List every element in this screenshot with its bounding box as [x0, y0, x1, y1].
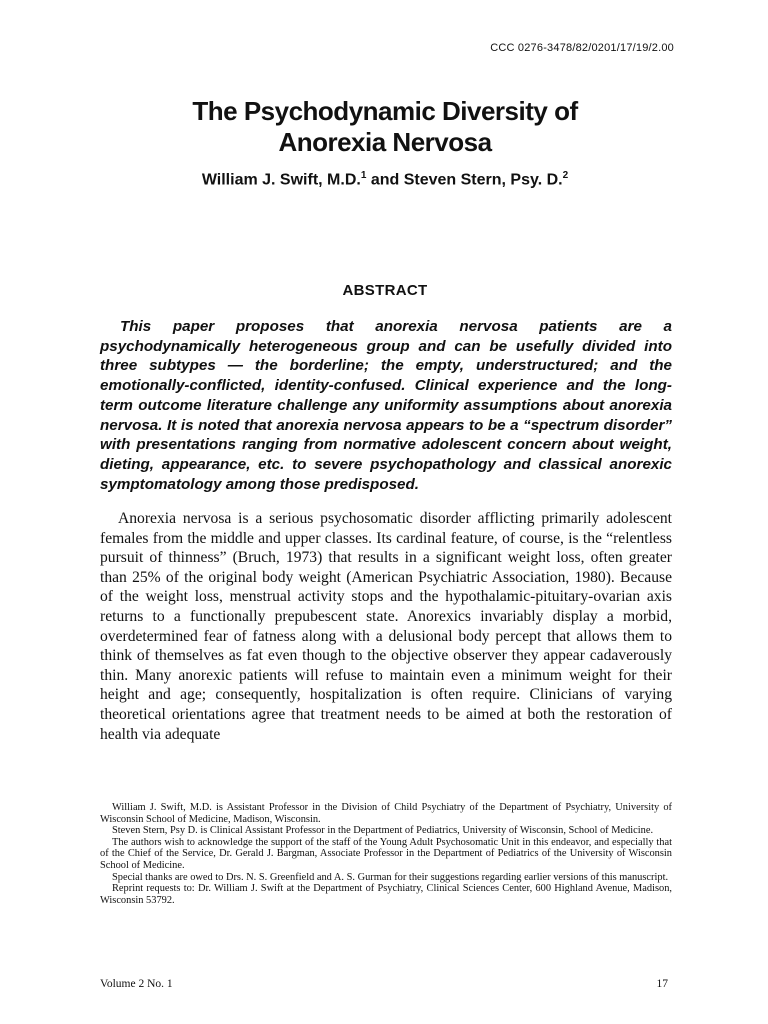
footnotes — [100, 802, 672, 906]
author-line — [100, 170, 670, 189]
author-conjunction: and — [366, 171, 404, 189]
author-2-footnote-mark: 2 — [562, 170, 569, 181]
title-line-2: Anorexia Nervosa — [278, 127, 492, 157]
volume-info: Volume 2 No. 1 — [100, 978, 173, 990]
footnote-reprint-requests: Reprint requests to: Dr. William J. Swift at the Department of Psychiatry, Clinical Sciences Center, 600 Highland Avenue, Madison, Wisconsin 53792. — [100, 883, 672, 906]
abstract-heading: ABSTRACT — [342, 282, 428, 299]
author-1-footnote-mark: 1 — [360, 170, 367, 181]
article-title — [100, 96, 670, 158]
title-line-1: The Psychodynamic Diversity of — [192, 96, 578, 126]
footnote-acknowledgment: The authors wish to acknowledge the support of the staff of the Young Adult Psychosomatic Unit in this endeavor, and especially that of the Chief of the Service, Dr. Gerald J. Bargman, Associate Professor in the Department of Pediatrics of the University of Wisconsin School of Medicine. — [100, 836, 672, 871]
author-2: Steven Stern, Psy. D. — [403, 171, 563, 189]
footnote-author-1: William J. Swift, M.D. is Assistant Professor in the Division of Child Psychiatry of the Department of Psychiatry, University of Wisconsin School of Medicine, Madison, Wisconsin. — [100, 802, 672, 825]
author-1: William J. Swift, M.D. — [201, 171, 361, 189]
body-paragraph-1: Anorexia nervosa is a serious psychosomatic disorder afflicting primarily adolescent females from the middle and upper classes. Its cardinal feature, of course, is the “relentless pursuit of thinness” (Bruch, 1973) that results in a significant weight loss, often greater than 25% of the original body weight (American Psychiatric Association, 1980). Because of the weight loss, menstrual activity stops and the hypothalamic-pituitary-ovarian axis returns to a functionally prepubescent state. Anorexics invariably display a morbid, overdetermined fear of fatness along with a delusional body percept that allows them to think of themselves as fat even though to the objective observer they appear cadaverously thin. Many anorexic patients will refuse to maintain even a minimum weight for their height and age; consequently, hospitalization is often require. Clinicians of varying theoretical orientations agree that treatment needs to be aimed at both the restoration of health via adequate — [100, 510, 672, 743]
abstract-text: This paper proposes that anorexia nervosa patients are a psychodynamically heterogeneous group and can be usefully divided into three subtypes — the borderline; the empty, understructured; and the emotionally-conflicted, identity-confused. Clinical experience and the long-term outcome literature challenge any uniformity assumptions about anorexia nervosa. It is noted that anorexia nervosa appears to be a “spectrum disorder” with presentations ranging from normative adolescent concern about weight, dieting, appearance, etc. to severe psychopathology and classical anorexic symptomatology among those predisposed. — [100, 318, 672, 493]
ccc-code: CCC 0276-3478/82/0201/17/19/2.00 — [490, 42, 674, 54]
footnote-thanks: Special thanks are owed to Drs. N. S. Greenfield and A. S. Gurman for their suggestions regarding earlier versions of this manuscript. — [112, 871, 669, 883]
footnote-author-2: Steven Stern, Psy D. is Clinical Assistant Professor in the Department of Pediatrics, University of Wisconsin, School of Medicine. — [112, 825, 654, 837]
page-number: 17 — [656, 978, 668, 990]
